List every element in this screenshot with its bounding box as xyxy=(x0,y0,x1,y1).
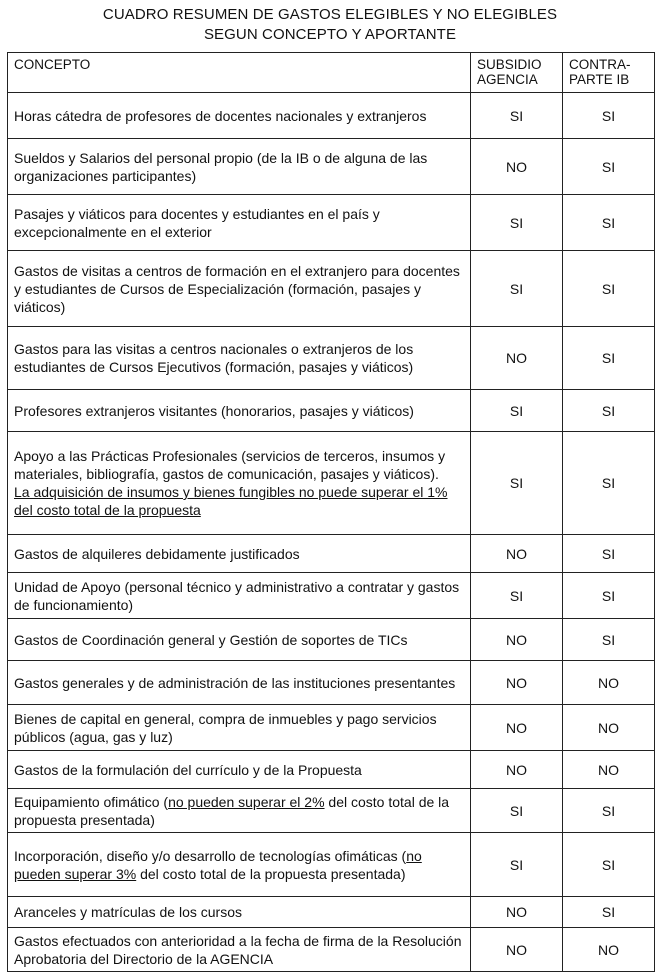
contraparte-cell: SI xyxy=(563,93,655,139)
table-row xyxy=(8,897,655,928)
contraparte-cell: SI xyxy=(563,573,655,619)
subsidio-cell: NO xyxy=(471,928,563,972)
concept-cell: Unidad de Apoyo (personal técnico y administrativo a contratar y gastos de funcionamiento) xyxy=(8,573,471,619)
concept-cell: Gastos para las visitas a centros nacionales o extranjeros de los estudiantes de Cursos Ejecutivos (formación, pasajes y viáticos) xyxy=(8,327,471,390)
table-row xyxy=(8,139,655,195)
table-row xyxy=(8,789,655,833)
concept-cell: Gastos efectuados con anterioridad a la fecha de firma de la Resolución Aprobatoria del Directorio de la AGENCIA xyxy=(8,928,471,972)
concept-cell: Bienes de capital en general, compra de inmuebles y pago servicios públicos (agua, gas y luz) xyxy=(8,705,471,751)
contraparte-cell: NO xyxy=(563,661,655,705)
table-row xyxy=(8,93,655,139)
contraparte-cell: SI xyxy=(563,195,655,251)
subsidio-cell: NO xyxy=(471,619,563,661)
concept-cell: Gastos de Coordinación general y Gestión de soportes de TICs xyxy=(8,619,471,661)
table-row xyxy=(8,928,655,972)
contraparte-cell: NO xyxy=(563,705,655,751)
subsidio-cell: SI xyxy=(471,195,563,251)
subsidio-cell: NO xyxy=(471,661,563,705)
table-row xyxy=(8,705,655,751)
header-concept: CONCEPTO xyxy=(8,53,471,93)
concept-cell: Sueldos y Salarios del personal propio (de la IB o de alguna de las organizaciones participantes) xyxy=(8,139,471,195)
subsidio-cell: NO xyxy=(471,327,563,390)
underlined-limit: no pueden superar el 2% xyxy=(168,793,325,810)
table-row xyxy=(8,661,655,705)
page-title xyxy=(0,0,660,45)
concept-cell: Incorporación, diseño y/o desarrollo de tecnologías ofimáticas (no pueden superar 3% del costo total de la propuesta presentada) xyxy=(8,833,471,897)
table-row xyxy=(8,751,655,789)
subsidio-cell: SI xyxy=(471,789,563,833)
contraparte-cell: SI xyxy=(563,833,655,897)
contraparte-cell: SI xyxy=(563,327,655,390)
subsidio-cell: SI xyxy=(471,93,563,139)
table-row xyxy=(8,833,655,897)
header-contraparte: CONTRA- PARTE IB xyxy=(563,53,655,93)
expenses-table xyxy=(7,52,655,972)
table-row xyxy=(8,251,655,327)
concept-cell: Profesores extranjeros visitantes (honorarios, pasajes y viáticos) xyxy=(8,390,471,432)
subsidio-cell: SI xyxy=(471,390,563,432)
contraparte-cell: SI xyxy=(563,897,655,928)
subsidio-cell: NO xyxy=(471,139,563,195)
concept-cell: Equipamiento ofimático (no pueden superar el 2% del costo total de la propuesta presentada) xyxy=(8,789,471,833)
concept-cell: Aranceles y matrículas de los cursos xyxy=(8,897,471,928)
table-row xyxy=(8,390,655,432)
subsidio-cell: NO xyxy=(471,897,563,928)
concept-cell: Pasajes y viáticos para docentes y estudiantes en el país y excepcionalmente en el exterior xyxy=(8,195,471,251)
contraparte-cell: SI xyxy=(563,139,655,195)
contraparte-cell: NO xyxy=(563,928,655,972)
subsidio-cell: SI xyxy=(471,573,563,619)
table-row xyxy=(8,195,655,251)
table-row xyxy=(8,573,655,619)
concept-cell: Gastos de la formulación del currículo y de la Propuesta xyxy=(8,751,471,789)
concept-note: La adquisición de insumos y bienes fungibles no puede superar el 1% del costo total de la propuesta xyxy=(14,484,448,518)
subsidio-cell: NO xyxy=(471,751,563,789)
subsidio-cell: SI xyxy=(471,251,563,327)
contraparte-cell: SI xyxy=(563,432,655,535)
header-row xyxy=(8,53,655,93)
contraparte-cell: SI xyxy=(563,390,655,432)
subsidio-cell: NO xyxy=(471,705,563,751)
title-line-1: CUADRO RESUMEN DE GASTOS ELEGIBLES Y NO ELEGIBLES xyxy=(102,6,558,23)
subsidio-cell: SI xyxy=(471,432,563,535)
contraparte-cell: NO xyxy=(563,751,655,789)
header-subsidio: SUBSIDIO AGENCIA xyxy=(471,53,563,93)
subsidio-cell: NO xyxy=(471,535,563,573)
table-row xyxy=(8,619,655,661)
contraparte-cell: SI xyxy=(563,619,655,661)
concept-cell: Gastos de visitas a centros de formación en el extranjero para docentes y estudiantes de Cursos de Especialización (formación, pasajes y viáticos) xyxy=(8,251,471,327)
subsidio-cell: SI xyxy=(471,833,563,897)
concept-cell: Gastos generales y de administración de las instituciones presentantes xyxy=(8,661,471,705)
title-line-2: SEGUN CONCEPTO Y APORTANTE xyxy=(203,26,457,43)
table-row xyxy=(8,432,655,535)
underlined-limit: no pueden superar 3% xyxy=(14,847,422,882)
contraparte-cell: SI xyxy=(563,535,655,573)
contraparte-cell: SI xyxy=(563,251,655,327)
concept-cell xyxy=(8,432,471,535)
table-row xyxy=(8,327,655,390)
concept-cell: Horas cátedra de profesores de docentes nacionales y extranjeros xyxy=(8,93,471,139)
contraparte-cell: SI xyxy=(563,789,655,833)
concept-text: Apoyo a las Prácticas Profesionales (servicios de terceros, insumos y materiales, bibliografía, gastos de comunicación, pasajes y viáticos). xyxy=(14,448,446,482)
concept-cell: Gastos de alquileres debidamente justificados xyxy=(8,535,471,573)
table-row xyxy=(8,535,655,573)
